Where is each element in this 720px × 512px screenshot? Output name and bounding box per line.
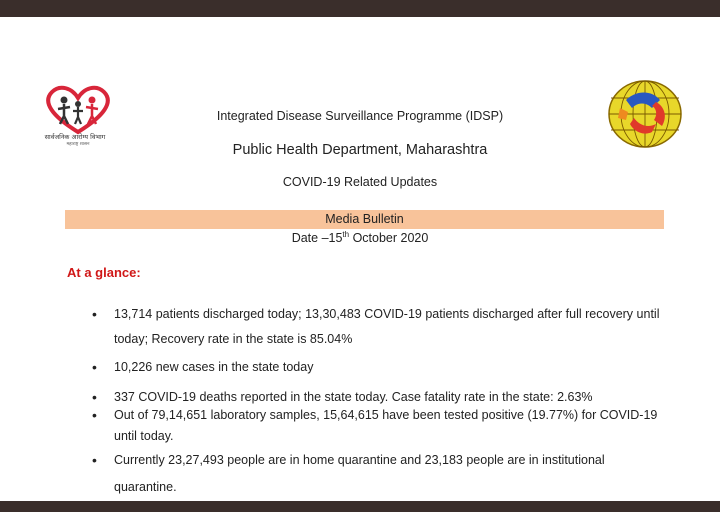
date-ordinal: th — [342, 230, 350, 239]
logo-caption: सार्वजनिक आरोग्य विभाग — [44, 133, 106, 141]
logo-subcaption: महाराष्ट्र शासन — [66, 142, 90, 147]
department-title: Public Health Department, Maharashtra — [232, 142, 488, 158]
bullet-dot-icon: • — [92, 407, 97, 423]
list-item-text: Out of 79,14,651 laboratory samples, 15,64,615 have been tested positive (19.77%) for COVID-19 until today. — [114, 408, 658, 443]
bottom-frame-bar — [0, 501, 720, 512]
bullet-dot-icon: • — [92, 389, 97, 405]
date-prefix: Date –15 — [291, 231, 343, 246]
top-frame-bar — [0, 0, 720, 17]
list-item-text: Currently 23,27,493 people are in home quarantine and 23,183 people are in institutional quarantine. — [114, 453, 605, 494]
bullet-dot-icon: • — [92, 452, 97, 468]
bullet-dot-icon: • — [92, 306, 97, 322]
media-bulletin-band — [65, 210, 664, 229]
list-item — [92, 405, 662, 447]
list-item — [92, 302, 662, 352]
list-item-text: 10,226 new cases in the state today — [114, 360, 314, 374]
list-item — [92, 355, 662, 380]
bulletin-date — [0, 230, 720, 245]
program-title: Integrated Disease Surveillance Programme (IDSP) — [216, 109, 504, 123]
list-item — [92, 447, 662, 501]
list-item-text: 337 COVID-19 deaths reported in the state today. Case fatality rate in the state: 2.63% — [114, 390, 593, 404]
media-bulletin-label: Media Bulletin — [325, 212, 404, 226]
section-heading: At a glance: — [67, 265, 141, 280]
list-item-text: 13,714 patients discharged today; 13,30,483 COVID-19 patients discharged after full recovery until today; Recovery rate in the state is 85.04% — [114, 307, 660, 346]
date-suffix: October 2020 — [349, 231, 429, 246]
updates-subtitle: COVID-19 Related Updates — [282, 175, 438, 189]
bullet-dot-icon: • — [92, 359, 97, 375]
